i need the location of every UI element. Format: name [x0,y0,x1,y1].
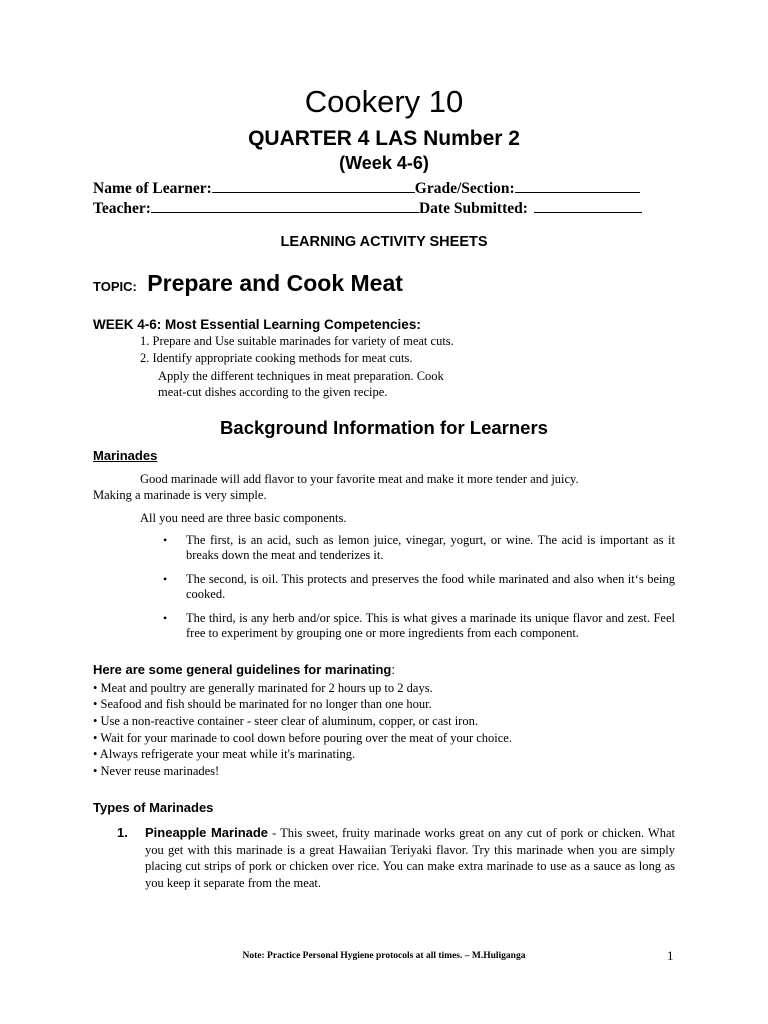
topic-title: Prepare and Cook Meat [147,270,403,296]
component-bullet: The second, is oil. This protects and preserves the food while marinated and also when it‘s being cooked. [186,572,675,601]
guideline-item: • Use a non-reactive container - steer clear of aluminum, copper, or cast iron. [93,714,478,728]
guideline-item: • Meat and poultry are generally marinated for 2 hours up to 2 days. [93,681,433,695]
page-number: 1 [667,948,674,963]
date-blank [534,198,642,213]
learner-row [93,178,640,198]
guideline-item: • Wait for your marinade to cool down before pouring over the meat of your choice. [93,731,512,745]
component-bullet: The third, is any herb and/or spice. This is what gives a marinade its unique flavor and zest. Feel free to experiment by grouping one or more ingredients from each component. [186,611,675,640]
type-text: - This sweet, fruity marinade works great on any cut of pork or chicken. What you get with this marinade is a great Hawaiian Teriyaki flavor. Try this marinade when you are simply placing cut strips of pork or chicken over rice. You can make extra marinade to use as a sauce as long as you keep it separate from the meat. [145,826,676,890]
grade-label: Grade/Section: [414,180,515,197]
week-range: (Week 4-6) [339,153,429,173]
type-name: Pineapple Marinade [145,825,269,840]
marinades-intro-line1: Good marinade will add flavor to your favorite meat and make it more tender and juicy. [140,472,579,486]
type-description [145,825,675,891]
competency-item: Apply the different techniques in meat preparation. Cook [158,369,444,383]
teacher-row [93,198,642,218]
marinades-heading: Marinades [93,448,158,463]
background-heading: Background Information for Learners [220,417,548,438]
bullet-icon: • [163,611,168,625]
grade-blank [515,178,640,193]
competency-item: meat-cut dishes according to the given recipe. [158,385,388,399]
learner-blank [212,178,415,193]
guideline-item: • Never reuse marinades! [93,764,220,778]
date-label: Date Submitted: [418,200,528,217]
document-subtitle: QUARTER 4 LAS Number 2 [248,127,520,150]
las-heading: LEARNING ACTIVITY SHEETS [280,234,488,250]
teacher-label: Teacher: [93,200,151,217]
guideline-item: • Always refrigerate your meat while it's marinating. [93,747,356,761]
learner-label: Name of Learner: [93,180,212,197]
guidelines-heading-colon: : [391,662,395,677]
components-intro: All you need are three basic components. [140,511,347,525]
type-number: 1. [117,825,128,840]
competency-item: 2. Identify appropriate cooking methods for meat cuts. [140,351,413,365]
competencies-heading: WEEK 4-6: Most Essential Learning Competencies: [93,317,421,332]
marinades-intro-line2: Making a marinade is very simple. [93,488,267,502]
types-heading: Types of Marinades [93,800,214,815]
bullet-icon: • [163,533,168,547]
topic-line [93,270,403,297]
competency-item: 1. Prepare and Use suitable marinades for variety of meat cuts. [140,334,454,348]
teacher-blank [151,198,419,213]
component-bullet: The first, is an acid, such as lemon juice, vinegar, yogurt, or wine. The acid is important as it breaks down the meat and tenderizes it. [186,533,675,562]
guidelines-heading-text: Here are some general guidelines for marinating [93,662,392,677]
guideline-item: • Seafood and fish should be marinated for no longer than one hour. [93,697,432,711]
document-title: Cookery 10 [304,84,464,119]
guidelines-heading [93,662,395,677]
footer-note: Note: Practice Personal Hygiene protocols at all times. – M.Huliganga [242,951,526,961]
topic-label: TOPIC: [93,279,137,294]
bullet-icon: • [163,572,168,586]
